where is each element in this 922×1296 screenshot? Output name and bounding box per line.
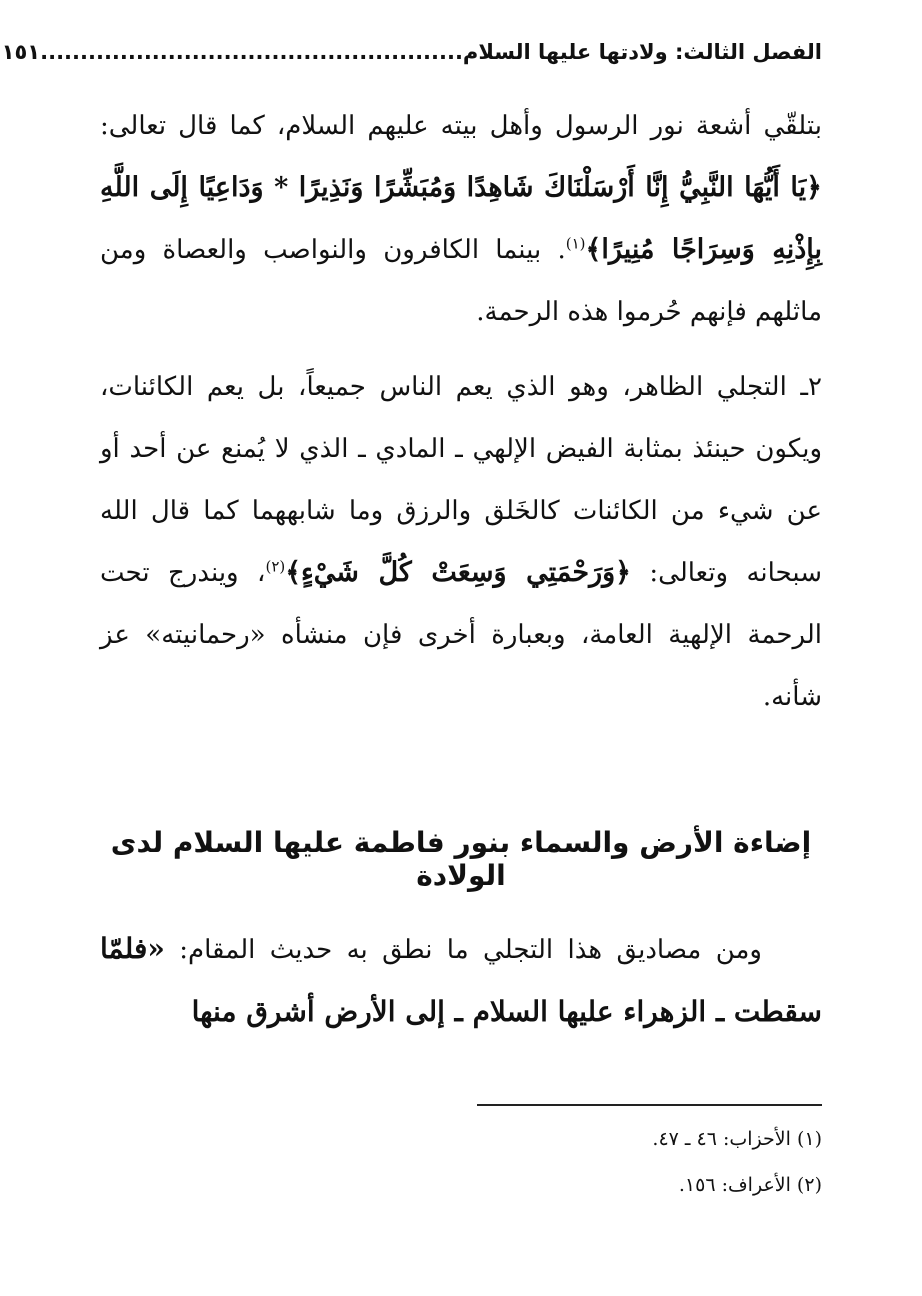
header-chapter-title: الفصل الثالث: ولادتها عليها السلام..................................................... [40,40,822,64]
header-page-number: ١٥١ [1,40,41,64]
footnote-reference-1[interactable]: (١) [565,234,586,253]
paragraph-2 [100,356,822,728]
footnote-reference-2[interactable]: (٢) [265,557,286,576]
section-heading: إضاءة الأرض والسماء بنور فاطمة عليها السلام لدى الولادة [110,826,812,892]
footnote-1: (١) الأحزاب: ٤٦ ـ ٤٧. [652,1128,822,1150]
paragraph-1-intro: بتلقّي أشعة نور الرسول وأهل بيته عليهم السلام، كما قال تعالى: [100,111,822,141]
running-header [1,40,822,64]
paragraph-1-rest: . بينما الكافرون والنواصب والعصاة ومن ماثلهم فإنهم حُرموا هذه الرحمة. [100,235,822,327]
hadith-quote: «فلمّا سقطت ـ الزهراء عليها السلام ـ إلى الأرض أشرق منها [100,932,822,1028]
quran-verse-araf: ﴿وَرَحْمَتِي وَسِعَتْ كُلَّ شَيْءٍ﴾ [285,557,631,588]
footnotes [100,1122,822,1214]
paragraph-2-text-a: ٢ـ التجلي الظاهر، وهو الذي يعم الناس جميعاً، بل يعم الكائنات، ويكون حينئذ بمثابة الفيض الإلهي ـ المادي ـ الذي لا يُمنع عن أحد أو عن شيء من الكائنات كالخَلق والرزق وما شابههما كما قال الله سبحانه وتعالى: [100,372,822,588]
footnote-divider [477,1104,822,1106]
quran-verse-ahzab: ﴿يَا أَيُّهَا النَّبِيُّ إِنَّا أَرْسَلْنَاكَ شَاهِدًا وَمُبَشِّرًا وَنَذِيرًا * وَدَاعِيًا إِلَى اللَّهِ بِإِذْنِهِ وَسِرَاجًا مُنِيرًا﴾ [100,172,822,265]
footnote-2: (٢) الأعراف: ١٥٦. [678,1174,822,1196]
paragraph-1 [100,95,822,343]
paragraph-3 [100,918,822,1044]
paragraph-3-intro: ومن مصاديق هذا التجلي ما نطق به حديث المقام: [164,935,762,965]
paragraph-2-text-b: ، ويندرج تحت الرحمة الإلهية العامة، وبعبارة أخرى فإن منشأه «رحمانيته» عز شأنه. [100,558,822,712]
